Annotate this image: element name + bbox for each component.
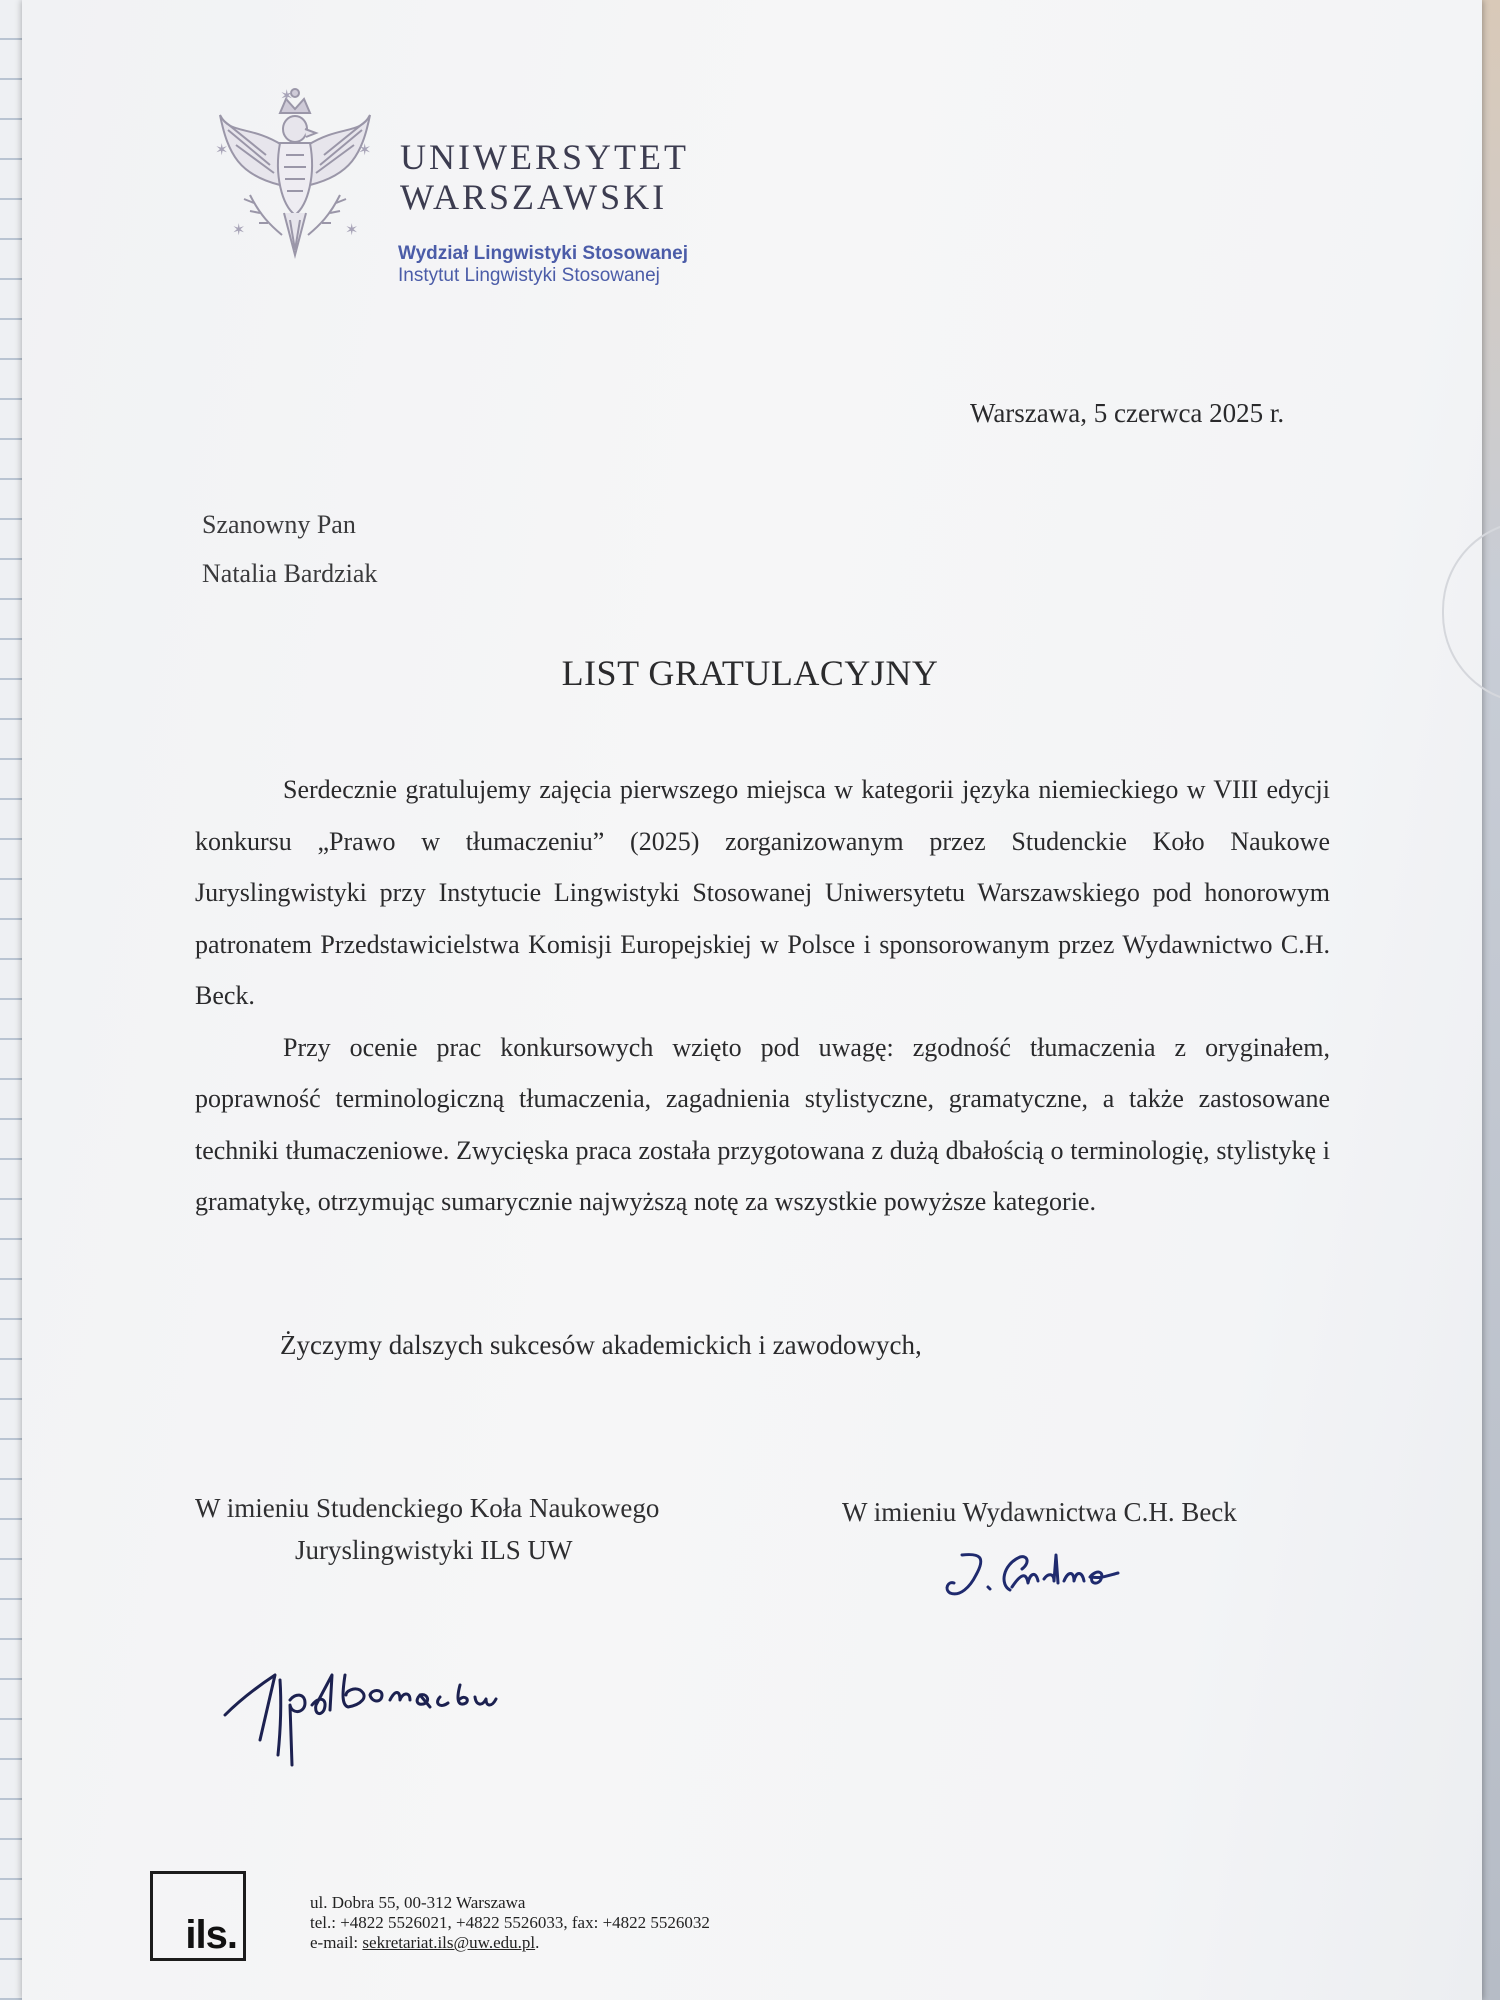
svg-text:✶: ✶ [215, 140, 229, 159]
faculty-block [398, 243, 688, 287]
signatory-left-line1: W imieniu Studenckiego Koła Naukowego [195, 1493, 660, 1523]
footer-email-line [310, 1933, 710, 1953]
svg-text:✶: ✶ [280, 86, 294, 105]
ils-logo [150, 1871, 246, 1961]
closing-line: Życzymy dalszych sukcesów akademickich i zawodowych, [280, 1330, 922, 1360]
svg-text:✶: ✶ [345, 220, 359, 239]
institute-name: Instytut Lingwistyki Stosowanej [398, 265, 660, 286]
addressee [202, 500, 377, 598]
handwritten-signature-right [940, 1535, 1200, 1615]
university-name [400, 137, 689, 217]
addressee-salutation: Szanowny Pan [202, 510, 356, 539]
body-paragraph-2: Przy ocenie prac konkursowych wzięto pod uwagę: zgodność tłumaczenia z oryginałem, poprawność terminologiczną tłumaczenia, zagadnienia stylistyczne, gramatyczne, a także zastosowane techniki tłumaczeniowe. Zwycięska praca została przygotowana z dużą dbałością o terminologię, stylistykę i gramatykę, otrzymując sumarycznie najwyższą notę za wszystkie powyższe kategorie. [195, 1032, 1330, 1216]
footer-contact [310, 1893, 710, 1953]
university-name-line2: WARSZAWSKI [400, 177, 668, 217]
addressee-name: Natalia Bardziak [202, 559, 378, 588]
signatory-right: W imieniu Wydawnictwa C.H. Beck [842, 1497, 1237, 1527]
footer-phones: tel.: +4822 5526021, +4822 5526033, fax: +4822 5526032 [310, 1913, 710, 1932]
body-paragraph-1: Serdecznie gratulujemy zajęcia pierwszego miejsca w kategorii języka niemieckiego w VIII edycji konkursu „Prawo w tłumaczeniu” (2025) zorganizowanym przez Studenckie Koło Naukowe Juryslingwistyki przy Instytucie Lingwistyki Stosowanej Uniwersytetu Warszawskiego pod honorowym patronatem Przedstawicielstwa Komisji Europejskiej w Polsce i sponsorowanym przez Wydawnictwo C.H. Beck. [195, 775, 1330, 1010]
svg-text:✶: ✶ [232, 220, 246, 239]
letter-body [195, 764, 1330, 1228]
ils-logo-text: ils. [185, 1913, 237, 1957]
faculty-name: Wydział Lingwistyki Stosowanej [398, 243, 688, 264]
signatory-left [195, 1487, 659, 1571]
signatory-left-line2: Juryslingwistyki ILS UW [295, 1535, 573, 1565]
footer-email-label: e-mail: [310, 1933, 359, 1952]
footer-address: ul. Dobra 55, 00-312 Warszawa [310, 1893, 526, 1912]
footer-email-suffix: . [535, 1933, 540, 1952]
svg-text:✶: ✶ [358, 140, 372, 159]
footer-email-link[interactable]: sekretariat.ils@uw.edu.pl [362, 1933, 536, 1952]
handwritten-signature-left [220, 1655, 560, 1770]
letter-date: Warszawa, 5 czerwca 2025 r. [970, 398, 1285, 428]
letter-title: LIST GRATULACYJNY [561, 653, 939, 693]
university-name-line1: UNIWERSYTET [400, 137, 689, 177]
university-eagle-emblem-icon [210, 85, 380, 275]
